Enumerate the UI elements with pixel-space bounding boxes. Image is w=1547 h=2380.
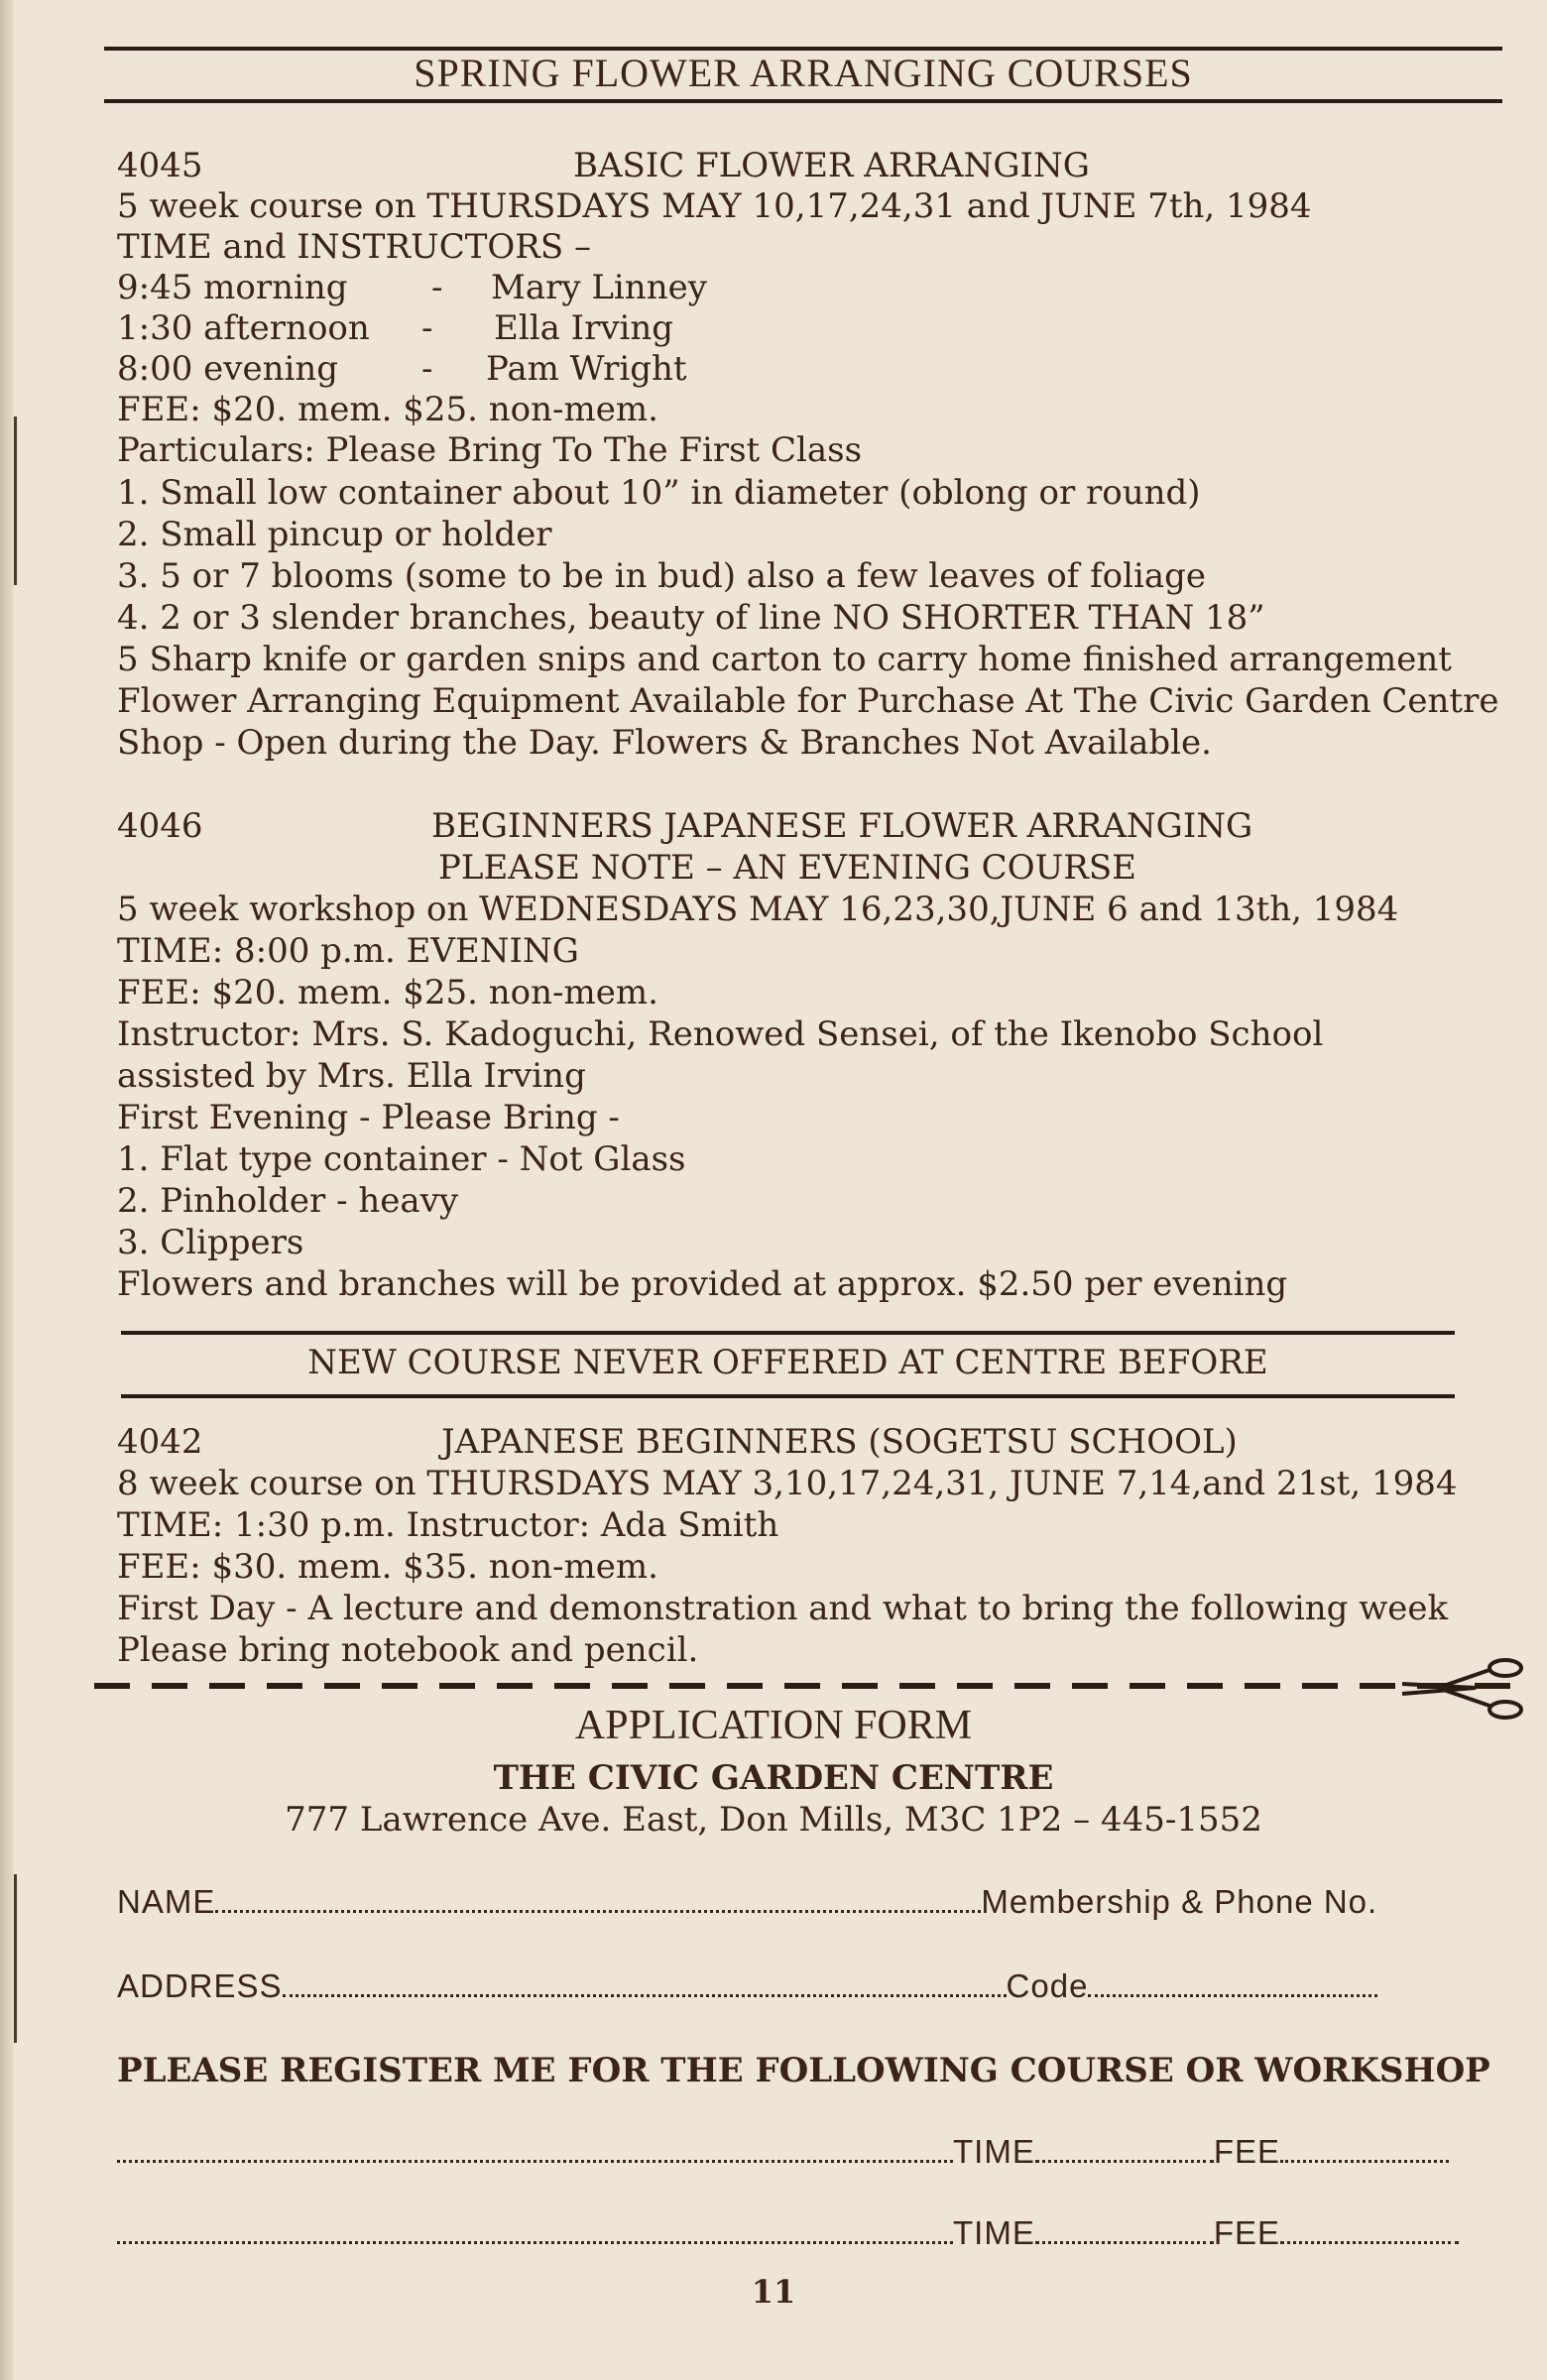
schedule-instructor: Ella Irving [494,308,674,348]
course-entry-row[interactable] [117,2132,1449,2172]
code-input-line[interactable] [1088,1972,1377,1997]
time-label: TIME [953,2214,1035,2251]
course-code: 4046 [117,806,203,846]
course-fee: FEE: $20. mem. $25. non-mem. [117,973,658,1012]
course-code: 4042 [117,1422,203,1462]
course-assistant: assisted by Mrs. Ella Irving [117,1056,586,1096]
course-bring-heading: First Evening - Please Bring - [117,1098,620,1137]
course-dates: 5 week course on THURSDAYS MAY 10,17,24,31 and JUNE 7th, 1984 [117,186,1312,226]
schedule-time: 1:30 afternoon [117,308,370,348]
schedule-time: 9:45 morning [117,268,348,307]
banner-bottom-rule [121,1394,1455,1398]
page-spine [0,0,14,2380]
course-time: TIME: 8:00 p.m. EVENING [117,931,579,971]
course-input-line[interactable] [117,2138,953,2163]
page-title: SPRING FLOWER ARRANGING COURSES [414,51,1193,95]
fee-label: FEE [1213,2214,1281,2251]
list-item: 1. Flat type container - Not Glass [117,1139,686,1179]
header-bottom-rule [104,99,1502,103]
schedule-separator: - [431,268,443,307]
course-note: Flowers and branches will be provided at approx. $2.50 per evening [117,1264,1288,1304]
schedule-time: 8:00 evening [117,349,339,389]
application-form-title: APPLICATION FORM [574,1703,973,1748]
address-field[interactable] [117,1966,1377,2006]
list-item: 2. Small pincup or holder [117,515,552,554]
course-particulars: Particulars: Please Bring To The First Class [117,430,863,470]
list-item: 1. Small low container about 10” in diameter (oblong or round) [117,473,1201,513]
course-note: Please bring notebook and pencil. [117,1630,699,1670]
new-course-banner: NEW COURSE NEVER OFFERED AT CENTRE BEFORE [307,1343,1268,1382]
course-note: First Day - A lecture and demonstration and what to bring the following week [117,1589,1449,1628]
fee-input-line[interactable] [1280,2219,1459,2244]
time-label: TIME [953,2133,1035,2170]
course-entry-row[interactable] [117,2213,1459,2253]
code-label: Code [1006,1967,1089,2004]
course-title: JAPANESE BEGINNERS (SOGETSU SCHOOL) [441,1422,1238,1462]
name-field[interactable] [117,1882,1377,1922]
schedule-separator: - [421,308,433,348]
fee-label: FEE [1213,2133,1281,2170]
schedule-separator: - [421,349,433,389]
course-dates: 8 week course on THURSDAYS MAY 3,10,17,24,31, JUNE 7,14,and 21st, 1984 [117,1464,1458,1503]
spine-mark [14,416,17,585]
name-label: NAME [117,1883,216,1920]
course-note: Flower Arranging Equipment Available for Purchase At The Civic Garden Centre [117,681,1499,721]
spine-mark [14,1874,17,2043]
course-code: 4045 [117,146,203,185]
cut-line [94,1683,1522,1689]
register-instruction: PLEASE REGISTER ME FOR THE FOLLOWING COURSE OR WORKSHOP [117,2051,1490,2090]
schedule-instructor: Mary Linney [491,268,707,307]
list-item: 3. 5 or 7 blooms (some to be in bud) also a few leaves of foliage [117,556,1207,596]
course-dates: 5 week workshop on WEDNESDAYS MAY 16,23,30,JUNE 6 and 13th, 1984 [117,890,1399,929]
address-input-line[interactable] [283,1972,1007,1997]
course-time-instructor: TIME: 1:30 p.m. Instructor: Ada Smith [117,1505,779,1545]
name-input-line[interactable] [215,1888,981,1913]
list-item: 5 Sharp knife or garden snips and carton to carry home finished arrangement [117,640,1452,679]
schedule-instructor: Pam Wright [486,349,687,389]
time-input-line[interactable] [1035,2219,1214,2244]
list-item: 2. Pinholder - heavy [117,1181,459,1221]
banner-top-rule [121,1331,1455,1335]
course-subtitle: PLEASE NOTE – AN EVENING COURSE [438,848,1136,888]
fee-input-line[interactable] [1280,2138,1449,2163]
list-item: 4. 2 or 3 slender branches, beauty of line NO SHORTER THAN 18” [117,598,1265,638]
list-item: 3. Clippers [117,1223,304,1262]
course-time-heading: TIME and INSTRUCTORS – [117,227,591,267]
organization-address: 777 Lawrence Ave. East, Don Mills, M3C 1P2 – 445-1552 [285,1800,1262,1840]
course-fee: FEE: $30. mem. $35. non-mem. [117,1547,658,1587]
course-input-line[interactable] [117,2219,953,2244]
address-label: ADDRESS [117,1967,283,2004]
page-number: 11 [751,2273,796,2311]
course-title: BASIC FLOWER ARRANGING [573,146,1090,185]
time-input-line[interactable] [1035,2138,1214,2163]
course-fee: FEE: $20. mem. $25. non-mem. [117,390,658,429]
course-instructor: Instructor: Mrs. S. Kadoguchi, Renowed Sensei, of the Ikenobo School [117,1014,1324,1054]
membership-label: Membership & Phone No. [981,1883,1378,1920]
course-title: BEGINNERS JAPANESE FLOWER ARRANGING [431,806,1253,846]
organization-name: THE CIVIC GARDEN CENTRE [493,1758,1054,1798]
course-note: Shop - Open during the Day. Flowers & Branches Not Available. [117,723,1212,763]
